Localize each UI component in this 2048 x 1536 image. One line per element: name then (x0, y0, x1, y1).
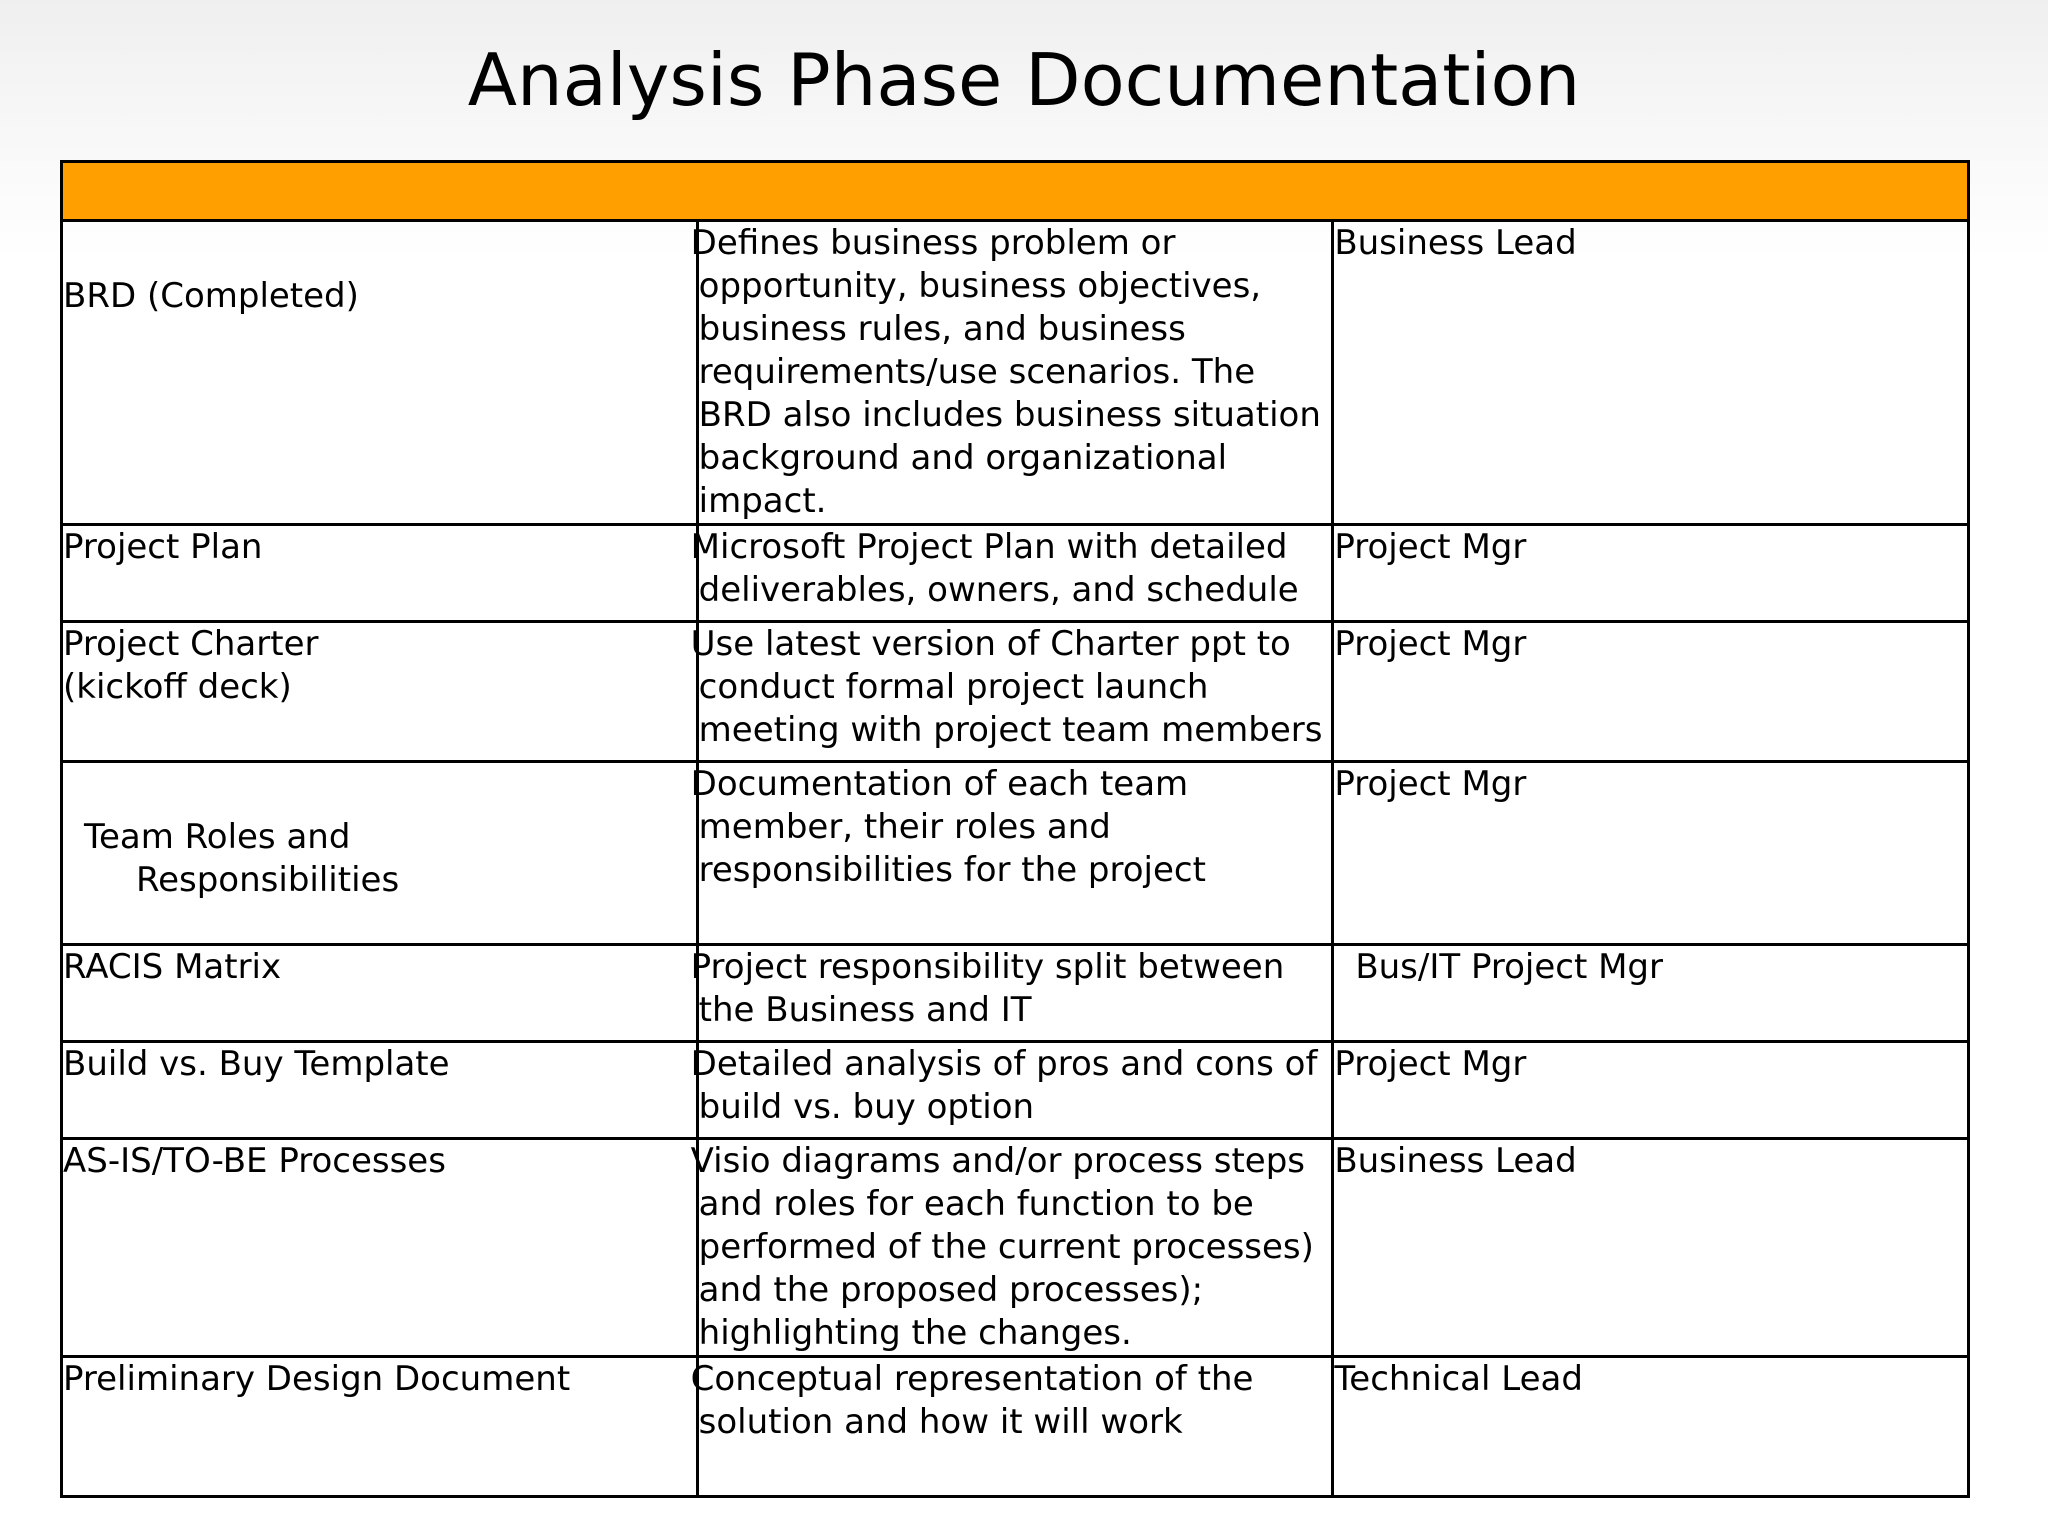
owner-cell: Business Lead (1333, 1139, 1969, 1357)
owner-cell: Technical Lead (1333, 1357, 1969, 1497)
table-row (62, 1042, 1969, 1139)
page-title: Analysis Phase Documentation (467, 38, 1581, 122)
description-cell: Project responsibility split between the Business and IT (697, 945, 1333, 1042)
description-cell: Conceptual representation of the solution and how it will work (697, 1357, 1333, 1497)
description-cell: Defines business problem or opportunity, business objectives, business rules, and business requirements/use scenarios. The BRD also includes business situation background and organizational impact. (697, 221, 1333, 525)
table-header-row (62, 162, 1969, 221)
description-cell: Detailed analysis of pros and cons of build vs. buy option (697, 1042, 1333, 1139)
document-name-cell: RACIS Matrix (62, 945, 698, 1042)
description-cell: Microsoft Project Plan with detailed deliverables, owners, and schedule (697, 525, 1333, 622)
table-row (62, 1139, 1969, 1357)
owner-cell: Business Lead (1333, 221, 1969, 525)
document-name-cell: Build vs. Buy Template (62, 1042, 698, 1139)
owner-cell: Project Mgr (1333, 622, 1969, 762)
owner-cell: Project Mgr (1333, 762, 1969, 945)
owner-cell: Project Mgr (1333, 1042, 1969, 1139)
table-row (62, 622, 1969, 762)
document-name-cell: Preliminary Design Document (62, 1357, 698, 1497)
table-row (62, 221, 1969, 525)
document-name-cell: Project Plan (62, 525, 698, 622)
table-row (62, 762, 1969, 945)
description-cell: Use latest version of Charter ppt to conduct formal project launch meeting with project team members (697, 622, 1333, 762)
table-row (62, 525, 1969, 622)
document-name-cell: AS-IS/TO-BE Processes (62, 1139, 698, 1357)
document-name-cell: BRD (Completed) (62, 221, 698, 525)
description-cell: Documentation of each team member, their roles and responsibilities for the project (697, 762, 1333, 945)
table-row (62, 945, 1969, 1042)
document-name-cell: Project Charter (kickoff deck) (62, 622, 698, 762)
documentation-table (60, 160, 1970, 1498)
description-cell: Visio diagrams and/or process steps and roles for each function to be performed of the current processes) and the proposed processes); highlighting the changes. (697, 1139, 1333, 1357)
owner-cell: Project Mgr (1333, 525, 1969, 622)
table-row (62, 1357, 1969, 1497)
document-name-cell: Team Roles and Responsibilities (62, 762, 698, 945)
table-header-bar (62, 162, 1969, 221)
owner-cell: Bus/IT Project Mgr (1333, 945, 1969, 1042)
